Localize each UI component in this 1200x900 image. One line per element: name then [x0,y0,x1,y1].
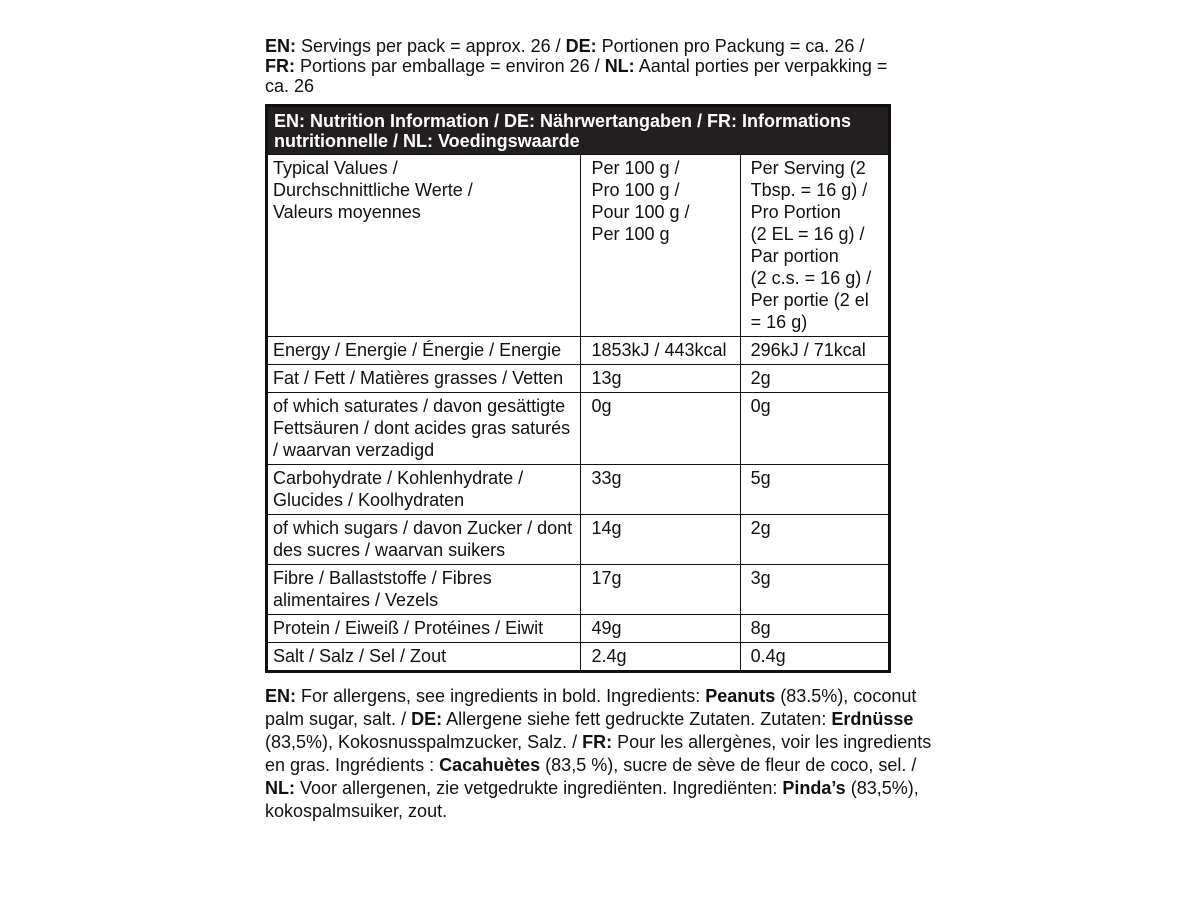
lang-de-label: DE: [565,36,597,56]
per-100g-header [581,155,740,337]
per-serving-value: 0g [740,393,889,465]
header-col1-line: Valeurs moyennes [273,202,421,222]
nutrient-label: Carbohydrate / Kohlenhydrate / Glucides / Koolhydraten [267,465,581,515]
nutrient-label: of which saturates / davon gesättigte Fettsäuren / dont acides gras saturés / waarvan verzadigd [267,393,581,465]
nutrient-label: Salt / Salz / Sel / Zout [267,643,581,672]
header-col1-line: Typical Values / [273,158,398,178]
header-col3-line: (2 c.s. = 16 g) / [750,268,872,288]
per-serving-value: 5g [740,465,889,515]
nutrient-label: Protein / Eiweiß / Protéines / Eiwit [267,615,581,643]
lang-en-label: EN: [265,36,296,56]
nutrient-row [267,337,890,365]
servings-per-pack [265,36,905,96]
ingredients-en-text-2: (83.5%), coconut palm sugar, salt. / [265,686,917,729]
lang-de-label: DE: [411,709,443,729]
header-col2-line: Per 100 g / [591,158,680,178]
typical-values-header [267,155,581,337]
nutrient-label: Fat / Fett / Matières grasses / Vetten [267,365,581,393]
per-serving-value: 2g [740,515,889,565]
header-col3-line: = 16 g) [750,312,808,332]
allergen-nl: Pinda’s [782,778,846,798]
header-col3-line: Par portion [750,246,839,266]
per-serving-value: 296kJ / 71kcal [740,337,889,365]
nutrition-table-title-row [267,106,890,155]
nutrient-row [267,365,890,393]
lang-fr-label: FR: [265,56,295,76]
ingredients-en-text: For allergens, see ingredients in bold. Ingredients: [296,686,706,706]
ingredients-de-text: Allergene siehe fett gedruckte Zutaten. Zutaten: [442,709,832,729]
nutrient-row [267,565,890,615]
header-col1-line: Durchschnittliche Werte / [273,180,473,200]
nutrition-table-title [267,106,890,155]
header-col3-line: (2 EL = 16 g) / [750,224,865,244]
ingredients-nl-text: Voor allergenen, zie vetgedrukte ingrediënten. Ingrediënten: [295,778,783,798]
header-col2-line: Pour 100 g / [591,202,690,222]
nutrient-row [267,515,890,565]
servings-fr-text: Portions par emballage = environ 26 / [295,56,605,76]
header-col3-line: Per portie (2 el [750,290,869,310]
per-100g-value: 1853kJ / 443kcal [581,337,740,365]
ingredients-nl-text-2: (83,5%), kokospalmsuiker, zout. [265,778,919,821]
allergen-de: Erdnüsse [831,709,914,729]
per-serving-value: 0.4g [740,643,889,672]
allergen-en: Peanuts [705,686,776,706]
per-100g-value: 2.4g [581,643,740,672]
per-100g-value: 33g [581,465,740,515]
ingredients-fr-text: Pour les allergènes, voir les ingredients en gras. Ingrédients : [265,732,932,775]
lang-en-label: EN: [265,686,296,706]
header-col2-line: Pro 100 g / [591,180,680,200]
per-100g-value: 17g [581,565,740,615]
title-line-2: nutritionnelle / NL: Voedingswaarde [274,131,580,151]
per-serving-value: 3g [740,565,889,615]
ingredients-fr-text-2: (83,5 %), sucre de sève de fleur de coco, sel. / [540,755,917,775]
header-col3-line: Per Serving (2 [750,158,866,178]
lang-nl-label: NL: [604,56,635,76]
per-serving-header [740,155,889,337]
per-serving-value: 8g [740,615,889,643]
per-100g-value: 14g [581,515,740,565]
title-line-1: EN: Nutrition Information / DE: Nährwertangaben / FR: Informations [274,111,852,131]
nutrient-label: of which sugars / davon Zucker / dont des sucres / waarvan suikers [267,515,581,565]
servings-de-text: Portionen pro Packung = ca. 26 / [596,36,865,56]
column-header-row [267,155,890,337]
per-serving-value: 2g [740,365,889,393]
nutrient-row [267,643,890,672]
per-100g-value: 13g [581,365,740,393]
servings-en-text: Servings per pack = approx. 26 / [296,36,566,56]
servings-nl-text: Aantal porties per verpakking = ca. 26 [265,56,888,96]
nutrient-label: Fibre / Ballaststoffe / Fibres alimentaires / Vezels [267,565,581,615]
nutrient-label: Energy / Energie / Énergie / Energie [267,337,581,365]
lang-nl-label: NL: [265,778,295,798]
nutrient-row [267,393,890,465]
lang-fr-label: FR: [582,732,613,752]
nutrient-row [267,465,890,515]
allergen-fr: Cacahuètes [439,755,541,775]
nutrition-table [265,104,891,673]
label-panel [265,36,945,841]
header-col3-line: Pro Portion [750,202,841,222]
ingredients-de-text-2: (83,5%), Kokosnusspalmzucker, Salz. / [265,732,583,752]
ingredients-allergens-text [265,685,945,823]
nutrient-row [267,615,890,643]
per-100g-value: 0g [581,393,740,465]
per-100g-value: 49g [581,615,740,643]
header-col2-line: Per 100 g [591,224,670,244]
header-col3-line: Tbsp. = 16 g) / [750,180,868,200]
